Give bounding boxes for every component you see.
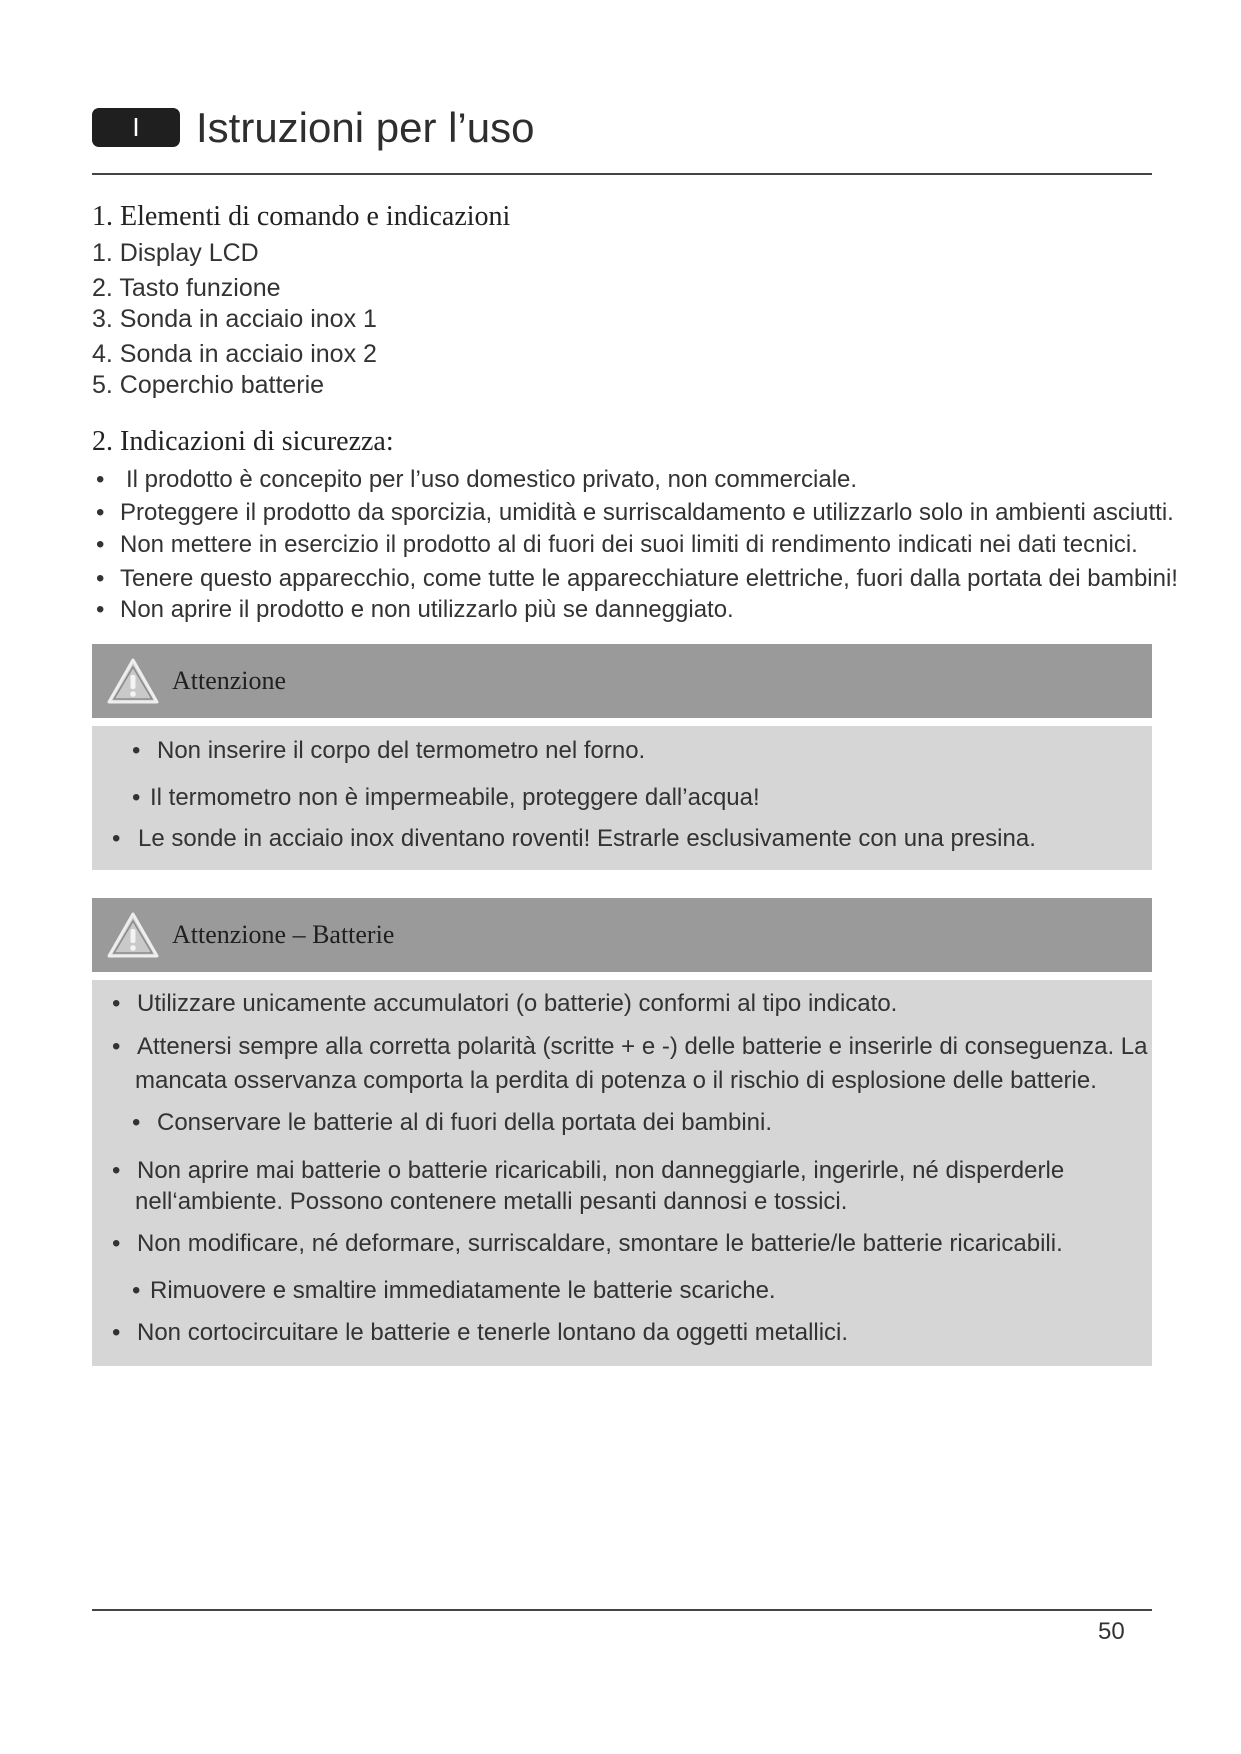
section-heading-controls: 1. Elementi di comando e indicazioni (92, 201, 511, 232)
footer-divider (92, 1609, 1152, 1611)
warning-header (92, 644, 1152, 718)
list-item: 5. Coperchio batterie (92, 371, 325, 399)
warning-content (92, 726, 1152, 870)
language-badge: I (92, 108, 180, 147)
battery-warning-header (92, 898, 1152, 972)
battery-warning-content (92, 980, 1152, 1366)
list-item: • Il termometro non è impermeabile, proteggere dall’acqua! (132, 784, 760, 811)
list-item: • Non modificare, né deformare, surriscaldare, smontare le batterie/le batterie ricaricabili. (112, 1230, 1063, 1257)
list-item: • Le sonde in acciaio inox diventano roventi! Estrarle esclusivamente con una presina. (112, 825, 1036, 852)
list-item: • Non cortocircuitare le batterie e tenerle lontano da oggetti metallici. (112, 1319, 849, 1346)
page-title: Istruzioni per l’uso (196, 104, 535, 151)
safety-list (92, 463, 1178, 626)
list-item: • Utilizzare unicamente accumulatori (o batterie) conformi al tipo indicato. (112, 990, 898, 1017)
list-item: • Non inserire il corpo del termometro nel forno. (132, 737, 646, 764)
list-item: • Attenersi sempre alla corretta polarità (scritte + e -) delle batterie e inserirle di conseguenza. La (112, 1033, 1148, 1060)
list-item: • Il prodotto è concepito per l’uso domestico privato, non commerciale. (92, 463, 1178, 496)
page-number: 50 (1098, 1618, 1125, 1645)
list-item: • Conservare le batterie al di fuori della portata dei bambini. (132, 1109, 773, 1136)
warning-triangle-icon (106, 657, 160, 705)
list-item: • Rimuovere e smaltire immediatamente le batterie scariche. (132, 1277, 776, 1304)
list-item: 1. Display LCD (92, 239, 259, 267)
list-item: • Proteggere il prodotto da sporcizia, umidità e surriscaldamento e utilizzarlo solo in ambienti asciutti. (92, 496, 1178, 528)
header-divider (92, 173, 1152, 175)
warning-triangle-icon (106, 911, 160, 959)
list-item: 4. Sonda in acciaio inox 2 (92, 340, 377, 368)
section-heading-safety: 2. Indicazioni di sicurezza: (92, 426, 394, 457)
list-item: • Non mettere in esercizio il prodotto al di fuori dei suoi limiti di rendimento indicati nei dati tecnici. (92, 528, 1178, 562)
controls-list (92, 237, 377, 402)
list-item-continuation: nell‘ambiente. Possono contenere metalli pesanti dannosi e tossici. (135, 1188, 848, 1215)
list-item: • Tenere questo apparecchio, come tutte le apparecchiature elettriche, fuori dalla portata dei bambini! (92, 562, 1178, 593)
list-item-continuation: mancata osservanza comporta la perdita di potenza o il rischio di esplosione delle batterie. (135, 1067, 1097, 1094)
page-header (92, 100, 1152, 176)
list-item: 2. Tasto funzione (92, 274, 281, 302)
warning-title: Attenzione (172, 666, 287, 695)
list-item: 3. Sonda in acciaio inox 1 (92, 305, 377, 333)
list-item: • Non aprire mai batterie o batterie ricaricabili, non danneggiarle, ingerirle, né disperderle (112, 1157, 1065, 1184)
warning-title: Attenzione – Batterie (172, 920, 395, 949)
list-item: • Non aprire il prodotto e non utilizzarlo più se danneggiato. (92, 593, 1178, 626)
